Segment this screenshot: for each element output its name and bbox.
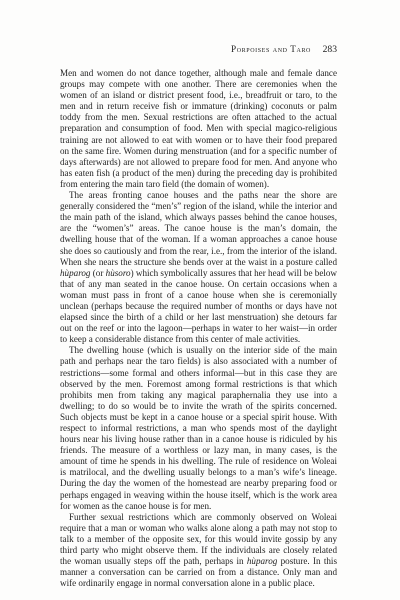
body-text — [60, 68, 337, 589]
italic-term: hùparog — [60, 267, 91, 278]
text-run: (or — [90, 267, 106, 278]
paragraph-3 — [60, 345, 337, 511]
paragraph-4 — [60, 512, 337, 590]
running-head — [60, 44, 337, 58]
italic-term: hùparog — [246, 556, 278, 567]
running-title: Porpoises and Taro — [231, 44, 311, 54]
italic-term: hùsoro — [105, 267, 131, 278]
paragraph-1 — [60, 68, 337, 190]
text-run: The areas fronting canoe houses and the paths near the shore are generally considered the “men’s” region of the island, while the interior and the main path of the island, which always passes behind the canoe houses, are the “women’s” areas. The canoe house is the man’s domain, the dwelling house that of the woman. If a woman approaches a canoe house she does so cautiously and from the rear, i.e., from the interior of the island. When she nears the structure she bends over at the waist in a posture called — [60, 190, 337, 267]
page-number: 283 — [322, 44, 337, 55]
paragraph-2 — [60, 190, 337, 345]
text-run: Further sexual restrictions which are commonly observed on Woleai require that a man or woman who walks alone along a path may not stop to talk to a member of the opposite sex, for this would invite gossip by any third party who might observe them. If the individuals are closely related the woman usually steps off the path, perhaps in — [60, 511, 337, 567]
text-run: ) which symbolically assures that her head will be below that of any man seated in the canoe house. On certain occasions when a woman must pass in front of a canoe house when she is ceremonially unclean (perhaps because the required number of months or days have not elapsed since the birth of a child or her last menstruation) she detours far out on the reef or into the lagoon—perhaps in water to her waist—in order to keep a considerable distance from this center of male activities. — [60, 267, 337, 345]
text-run: The dwelling house (which is usually on the interior side of the main path and perhaps near the taro fields) is also associated with a number of restrictions—some formal and others informal—but in this case they are observed by the men. Foremost among formal restrictions is that which prohibits men from taking any magical paraphernalia they use into a dwelling; to do so would be to invite the wrath of the spirits concerned. Such objects must be kept in a canoe house or a special spirit house. With respect to informal restrictions, a man who spends most of the daylight hours near his living house rather than in a canoe house is ridiculed by his friends. The measure of a worthless or lazy man, in many cases, is the amount of time he spends in his dwelling. The rule of residence on Woleai is matrilocal, and the dwelling usually belongs to a man’s wife’s lineage. During the day the women of the homestead are nearby preparing food or perhaps engaged in weaving within the house itself, which is the work area for women as the canoe house is for men. — [60, 345, 337, 511]
text-run: posture. In this manner a conversation can be carried on from a distance. Only man and wife ordinarily engage in normal conversation alone in a public place. — [60, 556, 337, 589]
text-run: Men and women do not dance together, although male and female dance groups may compete with one another. There are ceremonies when the women of an island or district present food, i.e., breadfruit or taro, to the men and in return receive fish or immature (drinking) coconuts or palm toddy from the men. Sexual restrictions are often attached to the actual preparation and consumption of food. Men with special magico-religious training are not allowed to eat with women or to have their food prepared on the same fire. Women during menstruation (and for a specific number of days afterwards) are not allowed to prepare food for men. And anyone who has eaten fish (a product of the men) during the preceding day is prohibited from entering the main taro field (the domain of women). — [60, 68, 337, 189]
